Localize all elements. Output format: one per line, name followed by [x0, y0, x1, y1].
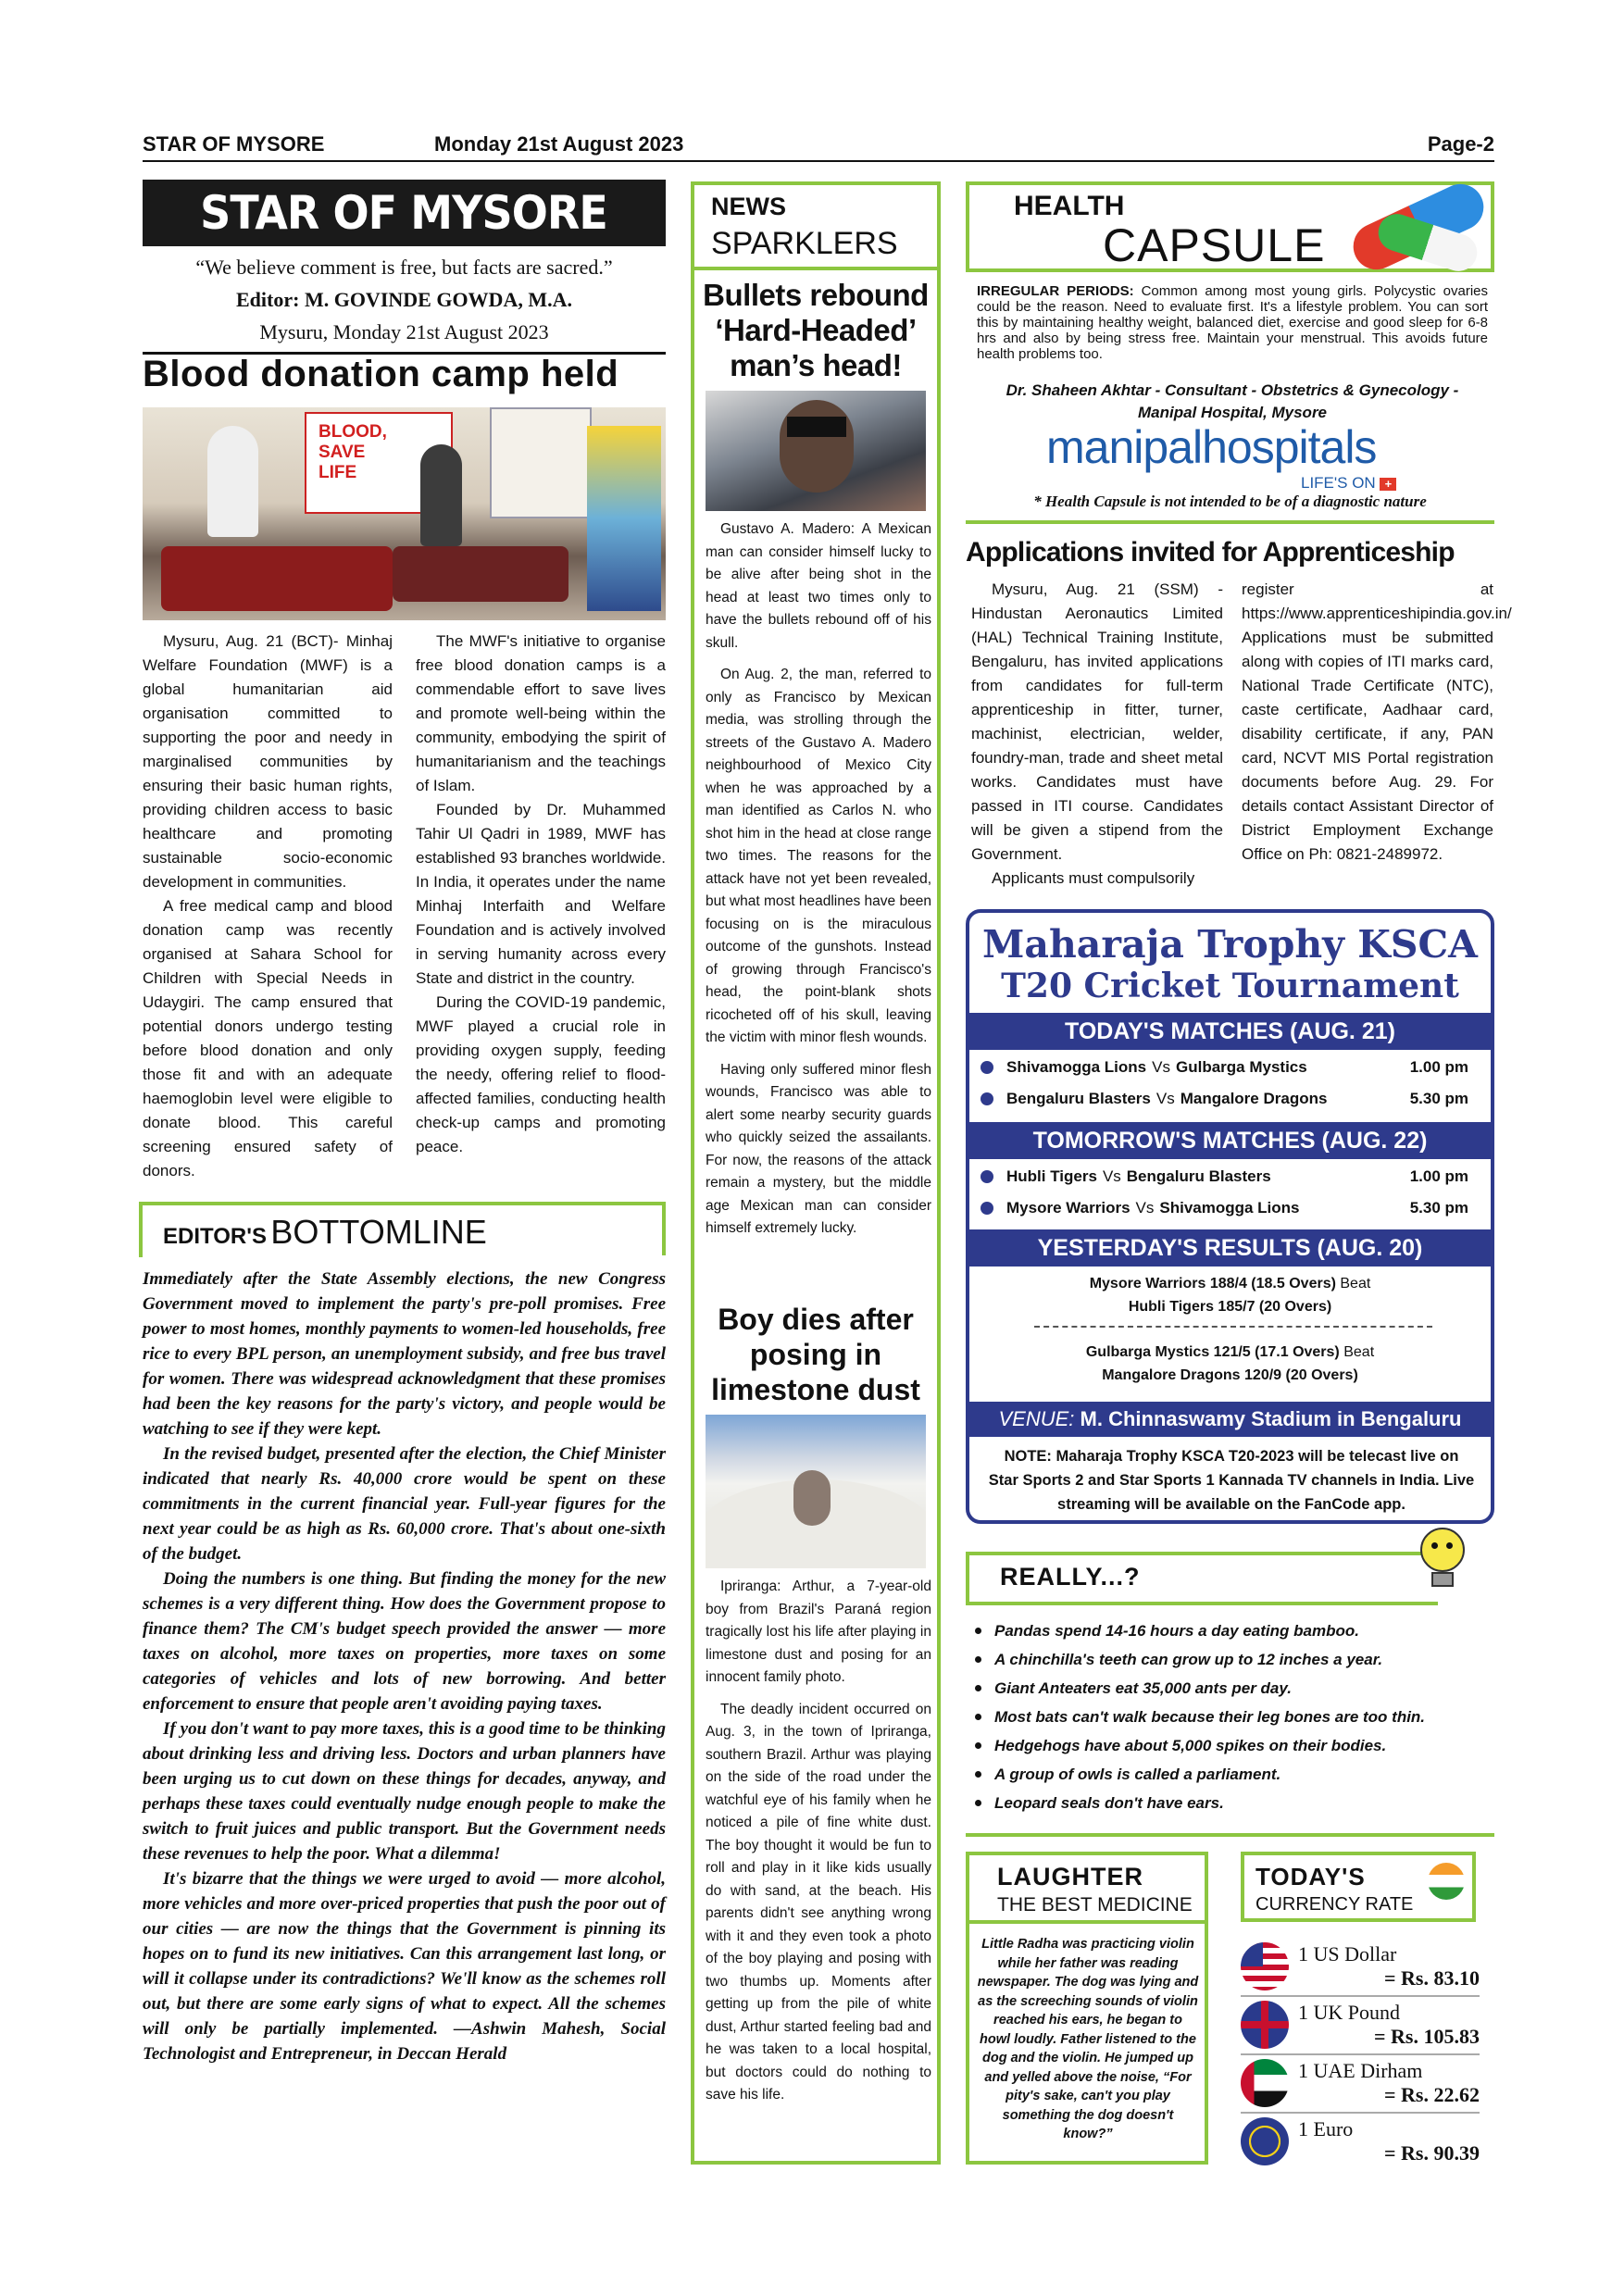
apprentice-paragraph: Applicants must compulsorily [992, 869, 1195, 887]
beat-text: Beat [1343, 1344, 1375, 1360]
blood-paragraph: A free medical camp and blood donation camp was recently organised at Sahara School for Children with Special Needs in Udaygiri. The camp ensured that potential donors undergo testing before blood donation and only those fit and with an adequate haemoglobin level were eligible to donate blood. This careful screening ensured safety of donors. [143, 897, 393, 1179]
cartoon-graphic [587, 426, 661, 611]
fact-text: Most bats can't walk because their leg bones are too thin. [994, 1708, 1426, 1726]
vs-text: Vs [1135, 1199, 1155, 1217]
editor-paragraph: Immediately after the State Assembly elections, the new Congress Government moved to implement the party's pre-poll promises. Free power to most homes, monthly payments to women-led households, free rice to every BPL person, an unemployment subsidy, and free bus travel for women. There was widespread acknowledgment that these promises had been the key reasons for the party's victory, and people would be watching to see if they were kept. [143, 1269, 666, 1439]
fact-item [975, 1674, 1493, 1703]
news-paragraph: The deadly incident occurred on Aug. 3, in the town of Ipriranga, southern Brazil. Arthur was playing on the side of the road under the watchful eye of his family when he noticed a pile of fine white dust. The boy thought it would be fun to roll and play in it like kids usually do with sand, at the beach. His parents didn't see anything wrong with it and they even took a photo of the boy playing and posing with two thumbs up. Moments after getting up from the pile of white dust, Arthur started feeling bad and he was taken to a local hospital, but doctors could do nothing to save his life. [706, 1701, 931, 2103]
blood-headline: Blood donation camp held [143, 354, 619, 394]
fact-item [975, 1616, 1493, 1645]
editor-paragraph: Doing the numbers is one thing. But finding the money for the new schemes is a very different thing. How does the Government propose to finance them? The CM's budget speech provided the answer — more taxes on alcohol, more taxes on properties, more taxes on some categories of vehicles and lots of new borrowing. And better enforcement to ensure that people aren't avoiding paying taxes. [143, 1569, 666, 1714]
match-time: 1.00 pm [1409, 1167, 1468, 1185]
blood-column-2 [416, 630, 666, 1159]
venue-label: VENUE: [998, 1407, 1075, 1430]
fact-item [975, 1731, 1493, 1760]
vs-text: Vs [1156, 1090, 1175, 1107]
bulb-eye [1446, 1542, 1453, 1549]
result-line [969, 1272, 1491, 1295]
banner-text: BLOOD, SAVE LIFE [319, 422, 387, 482]
fact-text: Pandas spend 14-16 hours a day eating bamboo. [994, 1622, 1359, 1640]
apprentice-paragraph: register at https://www.apprenticeshipindia.gov.in/ Applications must be submitted along with copies of ITI marks card, National Trade Certificate (NTC), caste certificate, Aadhaar card, disability certificate, if any, PAN card, NCVT MIS Portal registration documents before Aug. 29. For details contact Assistant Director of District Employment Exchange Office on Ph: 0821-2489972. [1242, 580, 1512, 863]
health-label-sub: CAPSULE [1103, 219, 1326, 271]
currency-value: = Rs. 22.62 [1384, 2083, 1480, 2106]
result-block [969, 1272, 1491, 1318]
result-loser: Hubli Tigers 185/7 (20 Overs) [1128, 1299, 1332, 1315]
bullet-icon [975, 1656, 981, 1663]
laughter-label-box [969, 1855, 1205, 1924]
bullet-icon [981, 1092, 993, 1105]
fact-text: Leopard seals don't have ears. [994, 1794, 1224, 1812]
match-time: 5.30 pm [1409, 1199, 1468, 1217]
us-flag-canton [1241, 1942, 1263, 1966]
us-flag-icon [1241, 1942, 1289, 1990]
censor-bar [787, 417, 846, 437]
header-date: Monday 21st August 2023 [434, 132, 684, 156]
blood-donation-photo [143, 407, 666, 620]
currency-row [1241, 2114, 1480, 2172]
health-doctor: Dr. Shaheen Akhtar - Consultant - Obstetrics & Gynecology - Manipal Hospital, Mysore [1006, 381, 1459, 421]
currency-label: TODAY'S [1255, 1863, 1366, 1890]
currency-text [1298, 2059, 1480, 2107]
running-header [143, 132, 1494, 162]
bullet-icon [975, 1800, 981, 1806]
masthead-title: STAR OF MYSORE [200, 186, 608, 240]
cricket-box [966, 909, 1494, 1524]
manipal-logo: manipalhospitals [1046, 421, 1377, 473]
news-paragraph: Ipriranga: Arthur, a 7-year-old boy from Brazil's Paraná region tragically lost his life after playing in limestone dust and posing for an innocent family photo. [706, 1578, 931, 1685]
team-name: Mangalore Dragons [1180, 1090, 1328, 1107]
fact-text: A group of owls is called a parliament. [994, 1766, 1281, 1783]
today-match-row [969, 1052, 1491, 1083]
laughter-label-sub: THE BEST MEDICINE [997, 1894, 1193, 1915]
masthead-editor: Editor: M. GOVINDE GOWDA, M.A. [236, 288, 572, 311]
team-name: Shivamogga Lions [1159, 1199, 1300, 1217]
health-text [977, 283, 1488, 362]
news-photo-1 [706, 391, 926, 511]
laughter-label: LAUGHTER [997, 1863, 1143, 1890]
editor-bottomline-tab [139, 1202, 143, 1257]
masthead-dateline: Mysuru, Monday 21st August 2023 [259, 320, 549, 343]
bulb-base [1431, 1572, 1454, 1587]
news-paragraph: On Aug. 2, the man, referred to only as Francisco by Mexican media, was strolling through the streets of the Gustavo A. Madero neighbourhood of Mexico City when he was approached by a man identified as Carlos N. who shot him in the head at close range two times. The reasons for the attack have not yet been revealed, but what most headlines have been focusing on is the miraculous outcome of the gunshots. Instead of growing through Francisco's head, the point-blank shots ricocheted off of his skull, leaving the victim with minor flesh wounds. [706, 667, 931, 1045]
news-photo-2 [706, 1415, 926, 1568]
news-paragraph: Gustavo A. Madero: A Mexican man can consider himself lucky to be alive after being shot in the head at least two times only to have the bullets rebound off of his skull. [706, 521, 931, 651]
result-block [969, 1341, 1491, 1387]
team-name: Mysore Warriors [1006, 1199, 1131, 1217]
news-headline-2: Boy dies after posing in limestone dust [711, 1303, 920, 1406]
health-label: HEALTH [1014, 191, 1125, 221]
india-flag-icon [1428, 1863, 1465, 1900]
editor-label-bold: EDITOR'S [163, 1224, 267, 1249]
cricket-title-sub: T20 Cricket Tournament [1001, 967, 1459, 1005]
divider [966, 520, 1494, 524]
editor-body [143, 1267, 666, 2066]
masthead-motto: “We believe comment is free, but facts are sacred.” [195, 256, 613, 279]
result-winner: Mysore Warriors 188/4 (18.5 Overs) [1089, 1276, 1336, 1292]
news-paragraph: Having only suffered minor flesh wounds, Francisco was able to alert some nearby security guards who quickly seized the assailants. For now, the reasons of the attack remain a mystery, but the middle age Mexican man can consider himself extremely lucky. [706, 1061, 931, 1236]
currency-text [1298, 1942, 1480, 1990]
currency-label-box [1241, 1852, 1476, 1922]
bullet-icon [975, 1771, 981, 1778]
health-lead: IRREGULAR PERIODS: [977, 283, 1134, 299]
venue-name: M. Chinnaswamy Stadium in Bengaluru [1080, 1407, 1462, 1430]
vs-text: Vs [1152, 1058, 1170, 1076]
news-label-box [694, 185, 937, 270]
team-name: Hubli Tigers [1006, 1167, 1097, 1185]
match-time: 1.00 pm [1409, 1058, 1468, 1076]
uae-flag-icon [1241, 2059, 1289, 2107]
fact-text: A chinchilla's teeth can grow up to 12 inches a year. [994, 1651, 1383, 1668]
bulb-eye [1431, 1542, 1438, 1549]
fact-item [975, 1703, 1493, 1731]
child-figure [793, 1470, 831, 1526]
tomorrow-match-row [969, 1161, 1491, 1192]
banner-graphic-right [490, 407, 592, 518]
manipal-tagline-text: LIFE'S ON [1301, 474, 1376, 492]
result-loser: Mangalore Dragons 120/9 (20 Overs) [1102, 1367, 1358, 1383]
blood-paragraph: Mysuru, Aug. 21 (BCT)- Minhaj Welfare Foundation (MWF) is a global humanitarian aid organisation committed to supporting the poor and needy in marginalised communities by ensuring their basic human rights, providing children access to basic healthcare and promoting sustainable socio-economic development in communities. [143, 632, 393, 891]
really-label: REALLY...? [1000, 1563, 1141, 1591]
venue-bar [969, 1402, 1491, 1437]
currency-name: 1 Euro [1298, 2117, 1354, 2140]
vs-text: Vs [1102, 1167, 1121, 1185]
header-paper-name: STAR OF MYSORE [143, 132, 325, 156]
masthead [143, 180, 666, 246]
blood-paragraph: The MWF's initiative to organise free blood donation camps is a commendable effort to save lives and promote well-being within the community, embodying the spirit of humanitarianism and the teachings of Islam. [416, 632, 666, 794]
blood-paragraph: During the COVID-19 pandemic, MWF played a crucial role in providing oxygen supply, feeding the needy, offering relief to flood-affected families, conducting health check-up camps and promoting peace. [416, 993, 666, 1155]
team-name: Gulbarga Mystics [1175, 1058, 1307, 1076]
editor-bottomline-title [163, 1213, 487, 1252]
cricket-title: Maharaja Trophy KSCA [982, 922, 1478, 967]
beat-text: Beat [1340, 1276, 1371, 1292]
person-figure [780, 400, 854, 493]
result-winner: Gulbarga Mystics 121/5 (17.1 Overs) [1085, 1344, 1340, 1360]
news-story-2 [706, 1576, 931, 2116]
currency-text [1298, 2117, 1480, 2165]
news-headline-1: Bullets rebound ‘Hard-Headed’ man’s head! [703, 278, 929, 382]
tomorrow-match-row [969, 1192, 1491, 1224]
team-name: Shivamogga Lions [1006, 1058, 1147, 1076]
match-time: 5.30 pm [1409, 1090, 1468, 1107]
fact-item [975, 1760, 1493, 1789]
apprentice-column-1 [971, 578, 1223, 891]
currency-row [1241, 1997, 1480, 2055]
today-match-row [969, 1083, 1491, 1115]
cricket-note: NOTE: Maharaja Trophy KSCA T20-2023 will be telecast live on Star Sports 2 and Star Sports 1 Kannada TV channels in India. Live streaming will be available on the FanCode app. [988, 1448, 1475, 1513]
result-separator [1034, 1326, 1432, 1328]
currency-text [1298, 2001, 1480, 2049]
apprentice-column-2 [1242, 578, 1512, 867]
apprentice-headline: Applications invited for Apprenticeship [966, 537, 1455, 568]
bulb-glass [1420, 1528, 1465, 1572]
bullet-icon [981, 1202, 993, 1215]
team-name: Bengaluru Blasters [1126, 1167, 1271, 1185]
person-figure [420, 444, 462, 546]
bullet-icon [981, 1061, 993, 1074]
fact-text: Hedgehogs have about 5,000 spikes on their bodies. [994, 1737, 1387, 1754]
bullet-icon [975, 1685, 981, 1691]
today-matches-bar: TODAY'S MATCHES (AUG. 21) [969, 1013, 1491, 1050]
yesterday-results-bar: YESTERDAY'S RESULTS (AUG. 20) [969, 1229, 1491, 1267]
currency-row [1241, 1939, 1480, 1997]
uk-flag-icon [1241, 2001, 1289, 2049]
health-capsule-box [966, 181, 1494, 272]
editor-paragraph: It's bizarre that the things we were urged to avoid — more alcohol, more vehicles and more over-priced properties that push the poor out of our cities — are now the things that the Government is pinning its hopes on to fund its new initiatives. Can this arrangement last long, or will it collapse under its contradictions? We'll know as the schemes roll out, but there are some early signs of what to expect. All the schemes will only be partially implemented. —Ashwin Mahesh, Social Technologist and Entrepreneur, in Deccan Herald [143, 1869, 666, 2064]
fact-text: Giant Anteaters eat 35,000 ants per day. [994, 1679, 1292, 1697]
currency-name: 1 UK Pound [1298, 2001, 1401, 2024]
donor-bed [161, 546, 393, 611]
currency-name: 1 US Dollar [1298, 1942, 1397, 1965]
laughter-joke: Little Radha was practicing violin while her father was reading newspaper. The dog was lying and as the screeching sounds of violin reached his ears, he began to howl loudly. Father listened to the dog and the violin. He jumped up and yelled above the noise, “For pity's sake, can't you play something the dog doesn't know?” [977, 1937, 1199, 2141]
currency-label-sub: CURRENCY RATE [1255, 1894, 1414, 1915]
divider [966, 1833, 1494, 1837]
team-name: Bengaluru Blasters [1006, 1090, 1151, 1107]
editor-paragraph: In the revised budget, presented after the election, the Chief Minister indicated that nearly Rs. 40,000 crore would be spent on these commitments in the current financial year. Full-year figures for the next year could be as high as Rs. 60,000 crore. That's about one-sixth of the budget. [143, 1444, 666, 1564]
currency-value: = Rs. 90.39 [1384, 2141, 1480, 2165]
fact-item [975, 1645, 1493, 1674]
currency-value: = Rs. 105.83 [1374, 2025, 1480, 2048]
bullet-icon [975, 1742, 981, 1749]
plus-icon: + [1380, 478, 1396, 491]
editor-label: BOTTOMLINE [270, 1213, 487, 1251]
news-story-1 [706, 518, 931, 1250]
tomorrow-matches-bar: TOMORROW'S MATCHES (AUG. 22) [969, 1122, 1491, 1159]
eu-flag-icon [1241, 2117, 1289, 2165]
currency-list [1241, 1939, 1480, 2172]
result-line [969, 1341, 1491, 1364]
donor-bed [393, 546, 568, 602]
bullet-icon [975, 1628, 981, 1634]
news-label-sub: SPARKLERS [711, 226, 898, 261]
lightbulb-icon [1415, 1528, 1470, 1594]
editor-paragraph: If you don't want to pay more taxes, this is a good time to be thinking about drinking less and driving less. Doctors and urban planners have been urging us to cut down on these things for decades, anyway, and perhaps these taxes could eventually nudge enough people to make the switch to fruit juices and public transport. But the Government needs these revenues to help the poor. What a dilemma! [143, 1719, 666, 1864]
facts-list [975, 1616, 1493, 1817]
currency-name: 1 UAE Dirham [1298, 2059, 1423, 2082]
bullet-icon [975, 1714, 981, 1720]
health-disclaimer: * Health Capsule is not intended to be of a diagnostic nature [1033, 493, 1427, 510]
header-page-number: Page-2 [1427, 132, 1494, 156]
apprentice-paragraph: Mysuru, Aug. 21 (SSM) - Hindustan Aeronautics Limited (HAL) Technical Training Institute, Bengaluru, has invited applications from candidates for full-term apprenticeship in fitter, turner, machinist, electrician, welder, foundry-man, trade and sheet metal works. Candidates must have passed in ITI course. Candidates will be given a stipend from the Government. [971, 580, 1223, 863]
news-label: NEWS [711, 193, 786, 220]
bullet-icon [981, 1170, 993, 1183]
blood-paragraph: Founded by Dr. Muhammed Tahir Ul Qadri in 1989, MWF has established 93 branches worldwide. In India, it operates under the name Minhaj Interfaith and Welfare Foundation and is actively involved in serving humanity across every State and district in the country. [416, 801, 666, 987]
blood-column-1 [143, 630, 393, 1183]
manipal-tagline [1301, 474, 1396, 493]
currency-row [1241, 2055, 1480, 2114]
currency-value: = Rs. 83.10 [1384, 1966, 1480, 1990]
health-body: Common among most young girls. Polycystic ovaries could be the reason. Need to evaluate first. It's a lifestyle problem. You can sort this by maintaining healthy weight, balanced diet, exercise and good sleep for 6-8 hrs and also by being stress free. Maintain your menstrual. This avoids future health problems too. [977, 283, 1489, 362]
fact-item [975, 1789, 1493, 1817]
person-figure [207, 426, 258, 537]
